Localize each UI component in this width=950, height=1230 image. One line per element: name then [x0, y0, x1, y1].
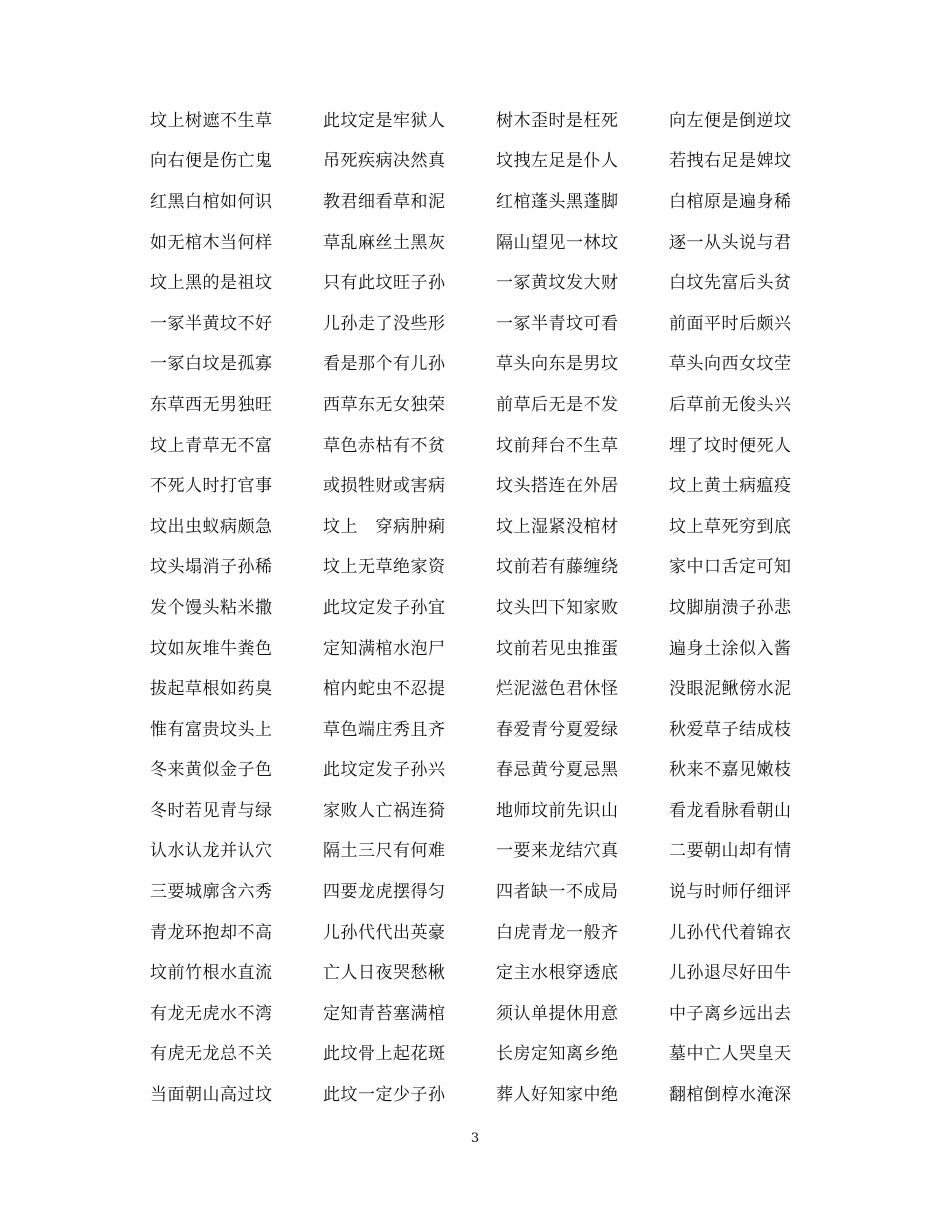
verse-row — [150, 629, 830, 670]
verse-line: 定知青苔塞满棺 — [323, 1003, 446, 1024]
verse-row — [150, 751, 830, 792]
verse-line: 红黑白棺如何识 — [150, 191, 273, 212]
verse-line: 四者缺一不成局 — [496, 882, 619, 903]
verse-line: 向左便是倒逆坟 — [669, 110, 792, 131]
verse-line: 儿孙代代出英豪 — [323, 922, 446, 943]
verse-line: 坟脚崩溃子孙悲 — [669, 597, 792, 618]
verse-line: 东草西无男独旺 — [150, 394, 273, 415]
verse-row — [150, 710, 830, 751]
verse-line: 草头向西女坟茔 — [669, 354, 792, 375]
verse-line: 此坟一定少子孙 — [323, 1085, 446, 1106]
verse-line: 一冢白坟是孤寡 — [150, 354, 273, 375]
verse-line: 儿孙退尽好田牛 — [669, 963, 792, 984]
verse-line: 一冢黄坟发大财 — [496, 273, 619, 294]
verse-line: 或损牲财或害病 — [323, 476, 446, 497]
verse-line: 坟出虫蚁病颇急 — [150, 516, 273, 537]
verse-line: 坟上草死穷到底 — [669, 516, 792, 537]
verse-row — [150, 101, 830, 142]
verse-line: 后草前无俊头兴 — [669, 394, 792, 415]
verse-line: 逐一从头说与君 — [669, 232, 792, 253]
verse-row — [150, 426, 830, 467]
verse-grid — [150, 101, 830, 1116]
verse-line: 看是那个有儿孙 — [323, 354, 446, 375]
verse-row — [150, 385, 830, 426]
verse-line: 说与时师仔细评 — [669, 882, 792, 903]
verse-line: 有龙无虎水不湾 — [150, 1003, 273, 1024]
verse-line: 地师坟前先识山 — [496, 800, 619, 821]
verse-line: 坟上无草绝家资 — [323, 557, 446, 578]
page-number: 3 — [470, 1131, 480, 1146]
verse-line: 定知满棺水泡尸 — [323, 638, 446, 659]
verse-row — [150, 913, 830, 954]
verse-line: 只有此坟旺子孙 — [323, 273, 446, 294]
verse-line: 如无棺木当何样 — [150, 232, 273, 253]
verse-row — [150, 669, 830, 710]
verse-line: 秋来不嘉见嫩枝 — [669, 760, 792, 781]
verse-line: 定主水根穿透底 — [496, 963, 619, 984]
verse-line: 红棺蓬头黑蓬脚 — [496, 191, 619, 212]
verse-line: 墓中亡人哭皇天 — [669, 1044, 792, 1065]
verse-line: 西草东无女独荣 — [323, 394, 446, 415]
verse-row — [150, 953, 830, 994]
verse-line: 此坟定是牢狱人 — [323, 110, 446, 131]
verse-line: 拔起草根如药臭 — [150, 679, 273, 700]
verse-line: 教君细看草和泥 — [323, 191, 446, 212]
verse-line: 当面朝山高过坟 — [150, 1085, 273, 1106]
verse-line: 坟前竹根水直流 — [150, 963, 273, 984]
verse-line: 坟如灰堆牛粪色 — [150, 638, 273, 659]
verse-line: 葬人好知家中绝 — [496, 1085, 619, 1106]
verse-line: 坟前若有藤缠绕 — [496, 557, 619, 578]
verse-row — [150, 1075, 830, 1116]
verse-row — [150, 142, 830, 183]
verse-line: 向右便是伤亡鬼 — [150, 151, 273, 172]
verse-row — [150, 832, 830, 873]
verse-line: 中子离乡远出去 — [669, 1003, 792, 1024]
verse-line: 春忌黄兮夏忌黑 — [496, 760, 619, 781]
verse-line: 草色赤枯有不贫 — [323, 435, 446, 456]
verse-row — [150, 345, 830, 386]
verse-line: 冬来黄似金子色 — [150, 760, 273, 781]
verse-line: 儿孙走了没些形 — [323, 313, 446, 334]
verse-line: 秋爱草子结成枝 — [669, 719, 792, 740]
verse-line: 翻棺倒椁水淹深 — [669, 1085, 792, 1106]
verse-line: 草乱麻丝土黑灰 — [323, 232, 446, 253]
verse-line: 坟上黄土病瘟疫 — [669, 476, 792, 497]
verse-line: 三要城廓含六秀 — [150, 882, 273, 903]
verse-line: 亡人日夜哭愁楸 — [323, 963, 446, 984]
verse-line: 有虎无龙总不关 — [150, 1044, 273, 1065]
verse-line: 冬时若见青与绿 — [150, 800, 273, 821]
verse-line: 草头向东是男坟 — [496, 354, 619, 375]
verse-row — [150, 791, 830, 832]
verse-line: 前面平时后颇兴 — [669, 313, 792, 334]
verse-line: 此坟定发子孙宜 — [323, 597, 446, 618]
verse-line: 坟头凹下知家败 — [496, 597, 619, 618]
verse-line: 坟头搭连在外居 — [496, 476, 619, 497]
verse-line: 棺内蛇虫不忍提 — [323, 679, 446, 700]
verse-line: 坟头塌消子孙稀 — [150, 557, 273, 578]
verse-line: 一要来龙结穴真 — [496, 841, 619, 862]
verse-line: 一冢半青坟可看 — [496, 313, 619, 334]
verse-line: 惟有富贵坟头上 — [150, 719, 273, 740]
verse-line: 此坟定发子孙兴 — [323, 760, 446, 781]
verse-line: 坟前拜台不生草 — [496, 435, 619, 456]
verse-line: 白虎青龙一般齐 — [496, 922, 619, 943]
verse-row — [150, 263, 830, 304]
verse-line: 坟上黑的是祖坟 — [150, 273, 273, 294]
verse-line: 遍身土涂似入酱 — [669, 638, 792, 659]
verse-row — [150, 994, 830, 1035]
verse-line: 坟前若见虫推蛋 — [496, 638, 619, 659]
verse-line: 看龙看脉看朝山 — [669, 800, 792, 821]
verse-line: 若拽右足是婢坟 — [669, 151, 792, 172]
verse-line: 长房定知离乡绝 — [496, 1044, 619, 1065]
verse-line: 儿孙代代着锦衣 — [669, 922, 792, 943]
verse-line: 发个馒头粘米撒 — [150, 597, 273, 618]
verse-row — [150, 182, 830, 223]
verse-line: 四要龙虎摆得匀 — [323, 882, 446, 903]
verse-line: 树木歪时是枉死 — [496, 110, 619, 131]
verse-line: 坟拽左足是仆人 — [496, 151, 619, 172]
verse-line: 家中口舌定可知 — [669, 557, 792, 578]
verse-line: 一冢半黄坟不好 — [150, 313, 273, 334]
verse-line: 青龙环抱却不高 — [150, 922, 273, 943]
verse-line: 烂泥滋色君休怪 — [496, 679, 619, 700]
verse-line: 隔土三尺有何难 — [323, 841, 446, 862]
verse-line: 坟上 穿病肿痢 — [323, 516, 446, 537]
verse-line: 吊死疾病决然真 — [323, 151, 446, 172]
verse-line: 埋了坟时便死人 — [669, 435, 792, 456]
verse-line: 坟上青草无不富 — [150, 435, 273, 456]
verse-row — [150, 507, 830, 548]
verse-row — [150, 872, 830, 913]
verse-line: 春爱青兮夏爱绿 — [496, 719, 619, 740]
verse-line: 隔山望见一林坟 — [496, 232, 619, 253]
verse-row — [150, 548, 830, 589]
verse-line: 坟上湿紧没棺材 — [496, 516, 619, 537]
verse-row — [150, 223, 830, 264]
verse-line: 认水认龙并认穴 — [150, 841, 273, 862]
verse-line: 白棺原是遍身稀 — [669, 191, 792, 212]
verse-row — [150, 1035, 830, 1076]
verse-line: 家败人亡祸连猗 — [323, 800, 446, 821]
verse-line: 不死人时打官事 — [150, 476, 273, 497]
verse-row — [150, 588, 830, 629]
verse-line: 没眼泥鳅傍水泥 — [669, 679, 792, 700]
verse-line: 此坟骨上起花斑 — [323, 1044, 446, 1065]
verse-line: 二要朝山却有情 — [669, 841, 792, 862]
verse-line: 白坟先富后头贫 — [669, 273, 792, 294]
verse-row — [150, 466, 830, 507]
verse-line: 坟上树遮不生草 — [150, 110, 273, 131]
verse-row — [150, 304, 830, 345]
verse-line: 前草后无是不发 — [496, 394, 619, 415]
verse-line: 须认单提休用意 — [496, 1003, 619, 1024]
verse-line: 草色端庄秀且齐 — [323, 719, 446, 740]
